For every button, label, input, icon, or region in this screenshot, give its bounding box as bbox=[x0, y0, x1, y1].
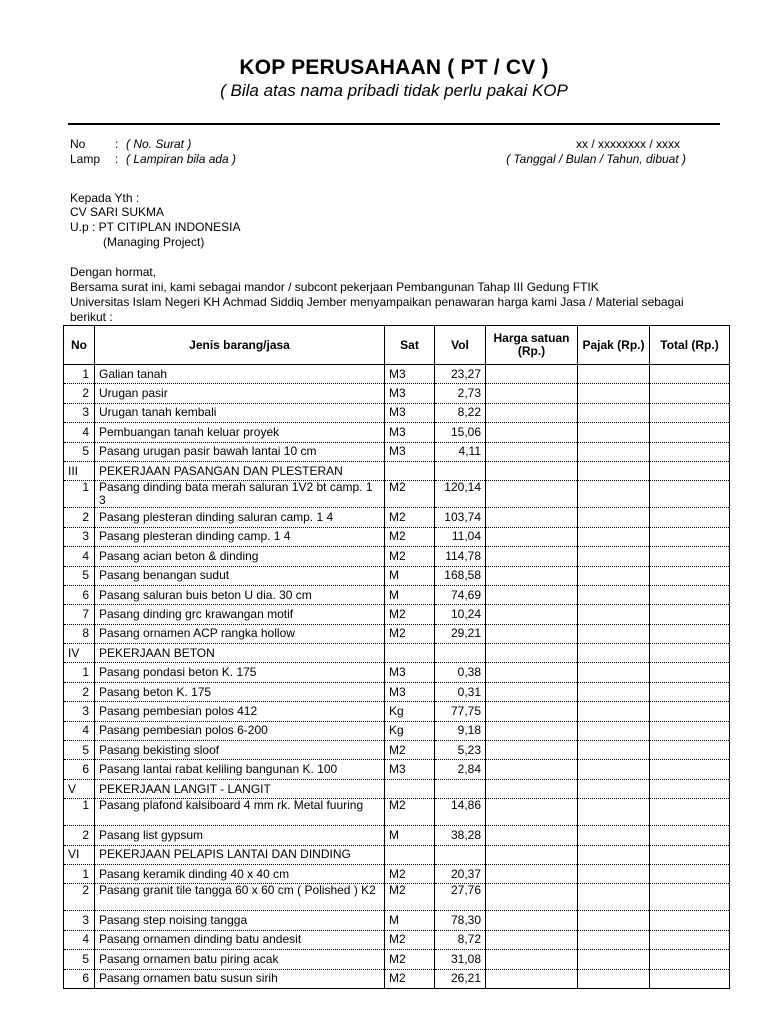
row-total bbox=[650, 779, 730, 798]
header-total: Total (Rp.) bbox=[650, 326, 730, 365]
row-number: 5 bbox=[64, 566, 95, 585]
header-tax: Pajak (Rp.) bbox=[578, 326, 650, 365]
row-total bbox=[650, 721, 730, 740]
row-unit-price bbox=[486, 508, 578, 527]
row-volume: 5,23 bbox=[435, 741, 486, 760]
row-item: Pasang pembesian polos 412 bbox=[95, 702, 385, 721]
table-row bbox=[64, 760, 730, 779]
row-volume: 168,58 bbox=[435, 566, 486, 585]
row-number: IV bbox=[64, 644, 95, 663]
row-volume: 74,69 bbox=[435, 585, 486, 604]
row-total bbox=[650, 930, 730, 949]
row-tax bbox=[578, 481, 650, 508]
row-tax bbox=[578, 969, 650, 988]
row-item: PEKERJAAN PELAPIS LANTAI DAN DINDING bbox=[95, 845, 385, 864]
recipient-greeting: Kepada Yth : bbox=[70, 191, 140, 205]
row-tax bbox=[578, 624, 650, 643]
row-number: 4 bbox=[64, 930, 95, 949]
row-tax bbox=[578, 403, 650, 422]
row-unit-price bbox=[486, 799, 578, 826]
row-volume bbox=[435, 845, 486, 864]
row-volume: 103,74 bbox=[435, 508, 486, 527]
row-number: 3 bbox=[64, 403, 95, 422]
body-line-2: Universitas Islam Negeri KH Achmad Siddiq Jember menyampaikan penawaran harga kami Jasa / Material sebagai bbox=[70, 295, 684, 309]
table-row bbox=[64, 624, 730, 643]
row-total bbox=[650, 527, 730, 546]
table-row bbox=[64, 605, 730, 624]
row-number: 1 bbox=[64, 481, 95, 508]
table-row bbox=[64, 911, 730, 930]
row-unit: M2 bbox=[385, 930, 435, 949]
row-total bbox=[650, 547, 730, 566]
row-total bbox=[650, 663, 730, 682]
row-item: Urugan tanah kembali bbox=[95, 403, 385, 422]
row-total bbox=[650, 566, 730, 585]
row-item: Pasang ornamen batu susun sirih bbox=[95, 969, 385, 988]
row-item: PEKERJAAN LANGIT - LANGIT bbox=[95, 779, 385, 798]
header-no: No bbox=[64, 326, 95, 365]
row-volume: 2,84 bbox=[435, 760, 486, 779]
row-number: 4 bbox=[64, 721, 95, 740]
lamp-colon: : bbox=[115, 152, 119, 166]
header-item: Jenis barang/jasa bbox=[95, 326, 385, 365]
row-number: 2 bbox=[64, 682, 95, 701]
row-unit: M3 bbox=[385, 760, 435, 779]
row-unit-price bbox=[486, 461, 578, 480]
row-item: PEKERJAAN BETON bbox=[95, 644, 385, 663]
lamp-label: Lamp bbox=[70, 152, 101, 166]
row-unit-price bbox=[486, 403, 578, 422]
row-unit: M2 bbox=[385, 527, 435, 546]
row-tax bbox=[578, 702, 650, 721]
row-unit: M3 bbox=[385, 682, 435, 701]
row-unit-price bbox=[486, 624, 578, 643]
row-unit-price bbox=[486, 442, 578, 461]
row-tax bbox=[578, 461, 650, 480]
table-row bbox=[64, 969, 730, 988]
row-unit: M bbox=[385, 585, 435, 604]
table-row bbox=[64, 663, 730, 682]
row-number: VI bbox=[64, 845, 95, 864]
row-total bbox=[650, 826, 730, 845]
row-item: Urugan pasir bbox=[95, 384, 385, 403]
row-unit: M bbox=[385, 826, 435, 845]
row-unit-price bbox=[486, 644, 578, 663]
row-item: Pembuangan tanah keluar proyek bbox=[95, 423, 385, 442]
header-volume: Vol bbox=[435, 326, 486, 365]
row-unit bbox=[385, 779, 435, 798]
letter-number: ( No. Surat ) bbox=[126, 137, 192, 151]
row-tax bbox=[578, 365, 650, 384]
row-total bbox=[650, 403, 730, 422]
row-item: Pasang ornamen batu piring acak bbox=[95, 950, 385, 969]
table-row bbox=[64, 682, 730, 701]
row-unit: M2 bbox=[385, 950, 435, 969]
table-row bbox=[64, 884, 730, 911]
row-total bbox=[650, 884, 730, 911]
row-number: 2 bbox=[64, 826, 95, 845]
row-volume: 38,28 bbox=[435, 826, 486, 845]
table-row bbox=[64, 403, 730, 422]
row-unit: M3 bbox=[385, 442, 435, 461]
recipient-attention: U.p : PT CITIPLAN INDONESIA bbox=[70, 220, 241, 234]
row-item: Pasang granit tile tangga 60 x 60 cm ( Polished ) K2 bbox=[95, 884, 385, 911]
no-colon: : bbox=[115, 137, 119, 151]
row-total bbox=[650, 605, 730, 624]
header-unit-price: Harga satuan (Rp.) bbox=[486, 326, 578, 365]
row-item: Pasang plesteran dinding saluran camp. 1 4 bbox=[95, 508, 385, 527]
table-row bbox=[64, 721, 730, 740]
row-item: Pasang benangan sudut bbox=[95, 566, 385, 585]
row-unit-price bbox=[486, 911, 578, 930]
row-volume: 29,21 bbox=[435, 624, 486, 643]
row-number: 6 bbox=[64, 760, 95, 779]
table-row bbox=[64, 442, 730, 461]
row-unit: M2 bbox=[385, 969, 435, 988]
row-volume: 26,21 bbox=[435, 969, 486, 988]
row-tax bbox=[578, 721, 650, 740]
row-unit bbox=[385, 461, 435, 480]
row-number: 2 bbox=[64, 884, 95, 911]
row-volume: 31,08 bbox=[435, 950, 486, 969]
table-section-row bbox=[64, 644, 730, 663]
row-item: Pasang step noising tangga bbox=[95, 911, 385, 930]
row-tax bbox=[578, 826, 650, 845]
row-unit-price bbox=[486, 365, 578, 384]
row-number: 8 bbox=[64, 624, 95, 643]
row-unit: M2 bbox=[385, 605, 435, 624]
body-line-1: Bersama surat ini, kami sebagai mandor / subcont pekerjaan Pembangunan Tahap III Gedung FTIK bbox=[70, 280, 599, 294]
row-unit: M2 bbox=[385, 741, 435, 760]
row-volume: 2,73 bbox=[435, 384, 486, 403]
row-unit-price bbox=[486, 826, 578, 845]
row-unit-price bbox=[486, 845, 578, 864]
row-total bbox=[650, 384, 730, 403]
row-item: Pasang bekisting sloof bbox=[95, 741, 385, 760]
row-item: Pasang dinding bata merah saluran 1V2 bt camp. 1 3 bbox=[95, 481, 385, 508]
row-item: Pasang ornamen dinding batu andesit bbox=[95, 930, 385, 949]
attachment-note: ( Lampiran bila ada ) bbox=[126, 152, 237, 166]
table-row bbox=[64, 950, 730, 969]
row-volume: 9,18 bbox=[435, 721, 486, 740]
row-unit-price bbox=[486, 585, 578, 604]
row-tax bbox=[578, 741, 650, 760]
row-number: 5 bbox=[64, 442, 95, 461]
row-unit: M3 bbox=[385, 423, 435, 442]
row-total bbox=[650, 969, 730, 988]
row-tax bbox=[578, 644, 650, 663]
row-tax bbox=[578, 605, 650, 624]
table-section-row bbox=[64, 845, 730, 864]
row-unit bbox=[385, 845, 435, 864]
no-label: No bbox=[70, 137, 86, 151]
row-item: Pasang plafond kalsiboard 4 mm rk. Metal fuuring bbox=[95, 799, 385, 826]
letterhead-title: KOP PERUSAHAAN ( PT / CV ) bbox=[239, 56, 549, 79]
row-tax bbox=[578, 682, 650, 701]
table-row bbox=[64, 702, 730, 721]
row-unit: M bbox=[385, 566, 435, 585]
row-number: 3 bbox=[64, 527, 95, 546]
row-item: Pasang pembesian polos 6-200 bbox=[95, 721, 385, 740]
row-number: 3 bbox=[64, 702, 95, 721]
row-volume: 0,38 bbox=[435, 663, 486, 682]
row-tax bbox=[578, 384, 650, 403]
row-item: Pasang acian beton & dinding bbox=[95, 547, 385, 566]
row-tax bbox=[578, 911, 650, 930]
row-unit-price bbox=[486, 864, 578, 883]
row-tax bbox=[578, 930, 650, 949]
row-number: 1 bbox=[64, 799, 95, 826]
row-tax bbox=[578, 547, 650, 566]
row-unit-price bbox=[486, 969, 578, 988]
row-item: Pasang saluran buis beton U dia. 30 cm bbox=[95, 585, 385, 604]
row-unit: M3 bbox=[385, 365, 435, 384]
table-row bbox=[64, 930, 730, 949]
row-total bbox=[650, 442, 730, 461]
row-unit-price bbox=[486, 760, 578, 779]
row-total bbox=[650, 950, 730, 969]
row-total bbox=[650, 682, 730, 701]
table-section-row bbox=[64, 461, 730, 480]
row-number: 5 bbox=[64, 741, 95, 760]
row-total bbox=[650, 423, 730, 442]
row-volume bbox=[435, 644, 486, 663]
row-unit-price bbox=[486, 930, 578, 949]
row-number: 7 bbox=[64, 605, 95, 624]
letterhead-subtitle: ( Bila atas nama pribadi tidak perlu pakai KOP bbox=[220, 81, 568, 100]
header-divider bbox=[68, 123, 720, 125]
table-row bbox=[64, 423, 730, 442]
row-volume: 4,11 bbox=[435, 442, 486, 461]
table-row bbox=[64, 741, 730, 760]
row-unit-price bbox=[486, 481, 578, 508]
row-number: 2 bbox=[64, 384, 95, 403]
row-number: 5 bbox=[64, 950, 95, 969]
row-unit bbox=[385, 644, 435, 663]
salutation: Dengan hormat, bbox=[70, 265, 157, 279]
row-number: V bbox=[64, 779, 95, 798]
row-unit-price bbox=[486, 423, 578, 442]
row-volume: 120,14 bbox=[435, 481, 486, 508]
row-volume: 11,04 bbox=[435, 527, 486, 546]
row-unit: M3 bbox=[385, 663, 435, 682]
row-unit-price bbox=[486, 950, 578, 969]
row-unit-price bbox=[486, 682, 578, 701]
row-unit: M3 bbox=[385, 403, 435, 422]
table-section-row bbox=[64, 779, 730, 798]
row-total bbox=[650, 508, 730, 527]
table-header-row bbox=[64, 326, 730, 365]
table-row bbox=[64, 566, 730, 585]
row-item: Pasang list gypsum bbox=[95, 826, 385, 845]
row-volume: 15,06 bbox=[435, 423, 486, 442]
row-number: 1 bbox=[64, 864, 95, 883]
row-number: III bbox=[64, 461, 95, 480]
row-unit: M2 bbox=[385, 624, 435, 643]
row-unit-price bbox=[486, 384, 578, 403]
row-tax bbox=[578, 884, 650, 911]
row-item: Pasang keramik dinding 40 x 40 cm bbox=[95, 864, 385, 883]
row-unit: M2 bbox=[385, 547, 435, 566]
row-unit: Kg bbox=[385, 721, 435, 740]
row-number: 6 bbox=[64, 585, 95, 604]
row-volume: 14,86 bbox=[435, 799, 486, 826]
row-volume: 27,76 bbox=[435, 884, 486, 911]
row-unit: Kg bbox=[385, 702, 435, 721]
row-number: 6 bbox=[64, 969, 95, 988]
row-total bbox=[650, 702, 730, 721]
recipient-role: (Managing Project) bbox=[103, 235, 205, 249]
body-line-3: berikut : bbox=[70, 310, 113, 324]
date-format-note: ( Tanggal / Bulan / Tahun, dibuat ) bbox=[506, 152, 686, 166]
row-unit-price bbox=[486, 721, 578, 740]
row-tax bbox=[578, 585, 650, 604]
row-tax bbox=[578, 864, 650, 883]
row-number: 4 bbox=[64, 547, 95, 566]
row-item: Galian tanah bbox=[95, 365, 385, 384]
row-unit-price bbox=[486, 566, 578, 585]
row-tax bbox=[578, 663, 650, 682]
price-offer-table bbox=[63, 325, 730, 989]
row-total bbox=[650, 911, 730, 930]
row-total bbox=[650, 644, 730, 663]
row-volume: 114,78 bbox=[435, 547, 486, 566]
row-tax bbox=[578, 442, 650, 461]
row-tax bbox=[578, 799, 650, 826]
row-total bbox=[650, 585, 730, 604]
row-total bbox=[650, 461, 730, 480]
row-volume: 10,24 bbox=[435, 605, 486, 624]
table-row bbox=[64, 481, 730, 508]
row-volume bbox=[435, 461, 486, 480]
row-item: Pasang beton K. 175 bbox=[95, 682, 385, 701]
row-tax bbox=[578, 779, 650, 798]
row-unit: M2 bbox=[385, 864, 435, 883]
row-unit-price bbox=[486, 547, 578, 566]
row-item: Pasang plesteran dinding camp. 1 4 bbox=[95, 527, 385, 546]
row-unit-price bbox=[486, 663, 578, 682]
row-volume: 0,31 bbox=[435, 682, 486, 701]
row-unit-price bbox=[486, 702, 578, 721]
row-item: Pasang dinding grc krawangan motif bbox=[95, 605, 385, 624]
row-unit: M2 bbox=[385, 481, 435, 508]
row-volume: 8,22 bbox=[435, 403, 486, 422]
row-tax bbox=[578, 423, 650, 442]
row-total bbox=[650, 624, 730, 643]
row-total bbox=[650, 845, 730, 864]
row-tax bbox=[578, 950, 650, 969]
row-unit: M3 bbox=[385, 384, 435, 403]
row-unit: M bbox=[385, 911, 435, 930]
row-total bbox=[650, 799, 730, 826]
row-unit-price bbox=[486, 605, 578, 624]
table-row bbox=[64, 384, 730, 403]
row-volume: 77,75 bbox=[435, 702, 486, 721]
row-volume: 8,72 bbox=[435, 930, 486, 949]
row-total bbox=[650, 864, 730, 883]
header-unit: Sat bbox=[385, 326, 435, 365]
row-total bbox=[650, 365, 730, 384]
row-number: 2 bbox=[64, 508, 95, 527]
row-total bbox=[650, 760, 730, 779]
row-volume: 78,30 bbox=[435, 911, 486, 930]
row-number: 1 bbox=[64, 663, 95, 682]
row-item: PEKERJAAN PASANGAN DAN PLESTERAN bbox=[95, 461, 385, 480]
row-item: Pasang pondasi beton K. 175 bbox=[95, 663, 385, 682]
table-row bbox=[64, 365, 730, 384]
row-item: Pasang ornamen ACP rangka hollow bbox=[95, 624, 385, 643]
row-tax bbox=[578, 508, 650, 527]
row-volume bbox=[435, 779, 486, 798]
row-total bbox=[650, 481, 730, 508]
row-unit-price bbox=[486, 779, 578, 798]
row-tax bbox=[578, 566, 650, 585]
row-tax bbox=[578, 845, 650, 864]
row-total bbox=[650, 741, 730, 760]
recipient-company: CV SARI SUKMA bbox=[70, 205, 165, 219]
row-unit-price bbox=[486, 527, 578, 546]
table-row bbox=[64, 585, 730, 604]
table-row bbox=[64, 826, 730, 845]
row-unit-price bbox=[486, 884, 578, 911]
table-row bbox=[64, 508, 730, 527]
row-unit-price bbox=[486, 741, 578, 760]
row-volume: 20,37 bbox=[435, 864, 486, 883]
row-unit: M2 bbox=[385, 884, 435, 911]
row-item: Pasang lantai rabat keliling bangunan K. 100 bbox=[95, 760, 385, 779]
table-row bbox=[64, 547, 730, 566]
row-volume: 23,27 bbox=[435, 365, 486, 384]
row-number: 1 bbox=[64, 365, 95, 384]
table-row bbox=[64, 527, 730, 546]
row-item: Pasang urugan pasir bawah lantai 10 cm bbox=[95, 442, 385, 461]
letter-date: xx / xxxxxxxx / xxxx bbox=[575, 137, 680, 151]
row-unit: M2 bbox=[385, 508, 435, 527]
row-tax bbox=[578, 760, 650, 779]
row-number: 3 bbox=[64, 911, 95, 930]
table-row bbox=[64, 799, 730, 826]
row-unit: M2 bbox=[385, 799, 435, 826]
row-tax bbox=[578, 527, 650, 546]
table-row bbox=[64, 864, 730, 883]
row-number: 4 bbox=[64, 423, 95, 442]
